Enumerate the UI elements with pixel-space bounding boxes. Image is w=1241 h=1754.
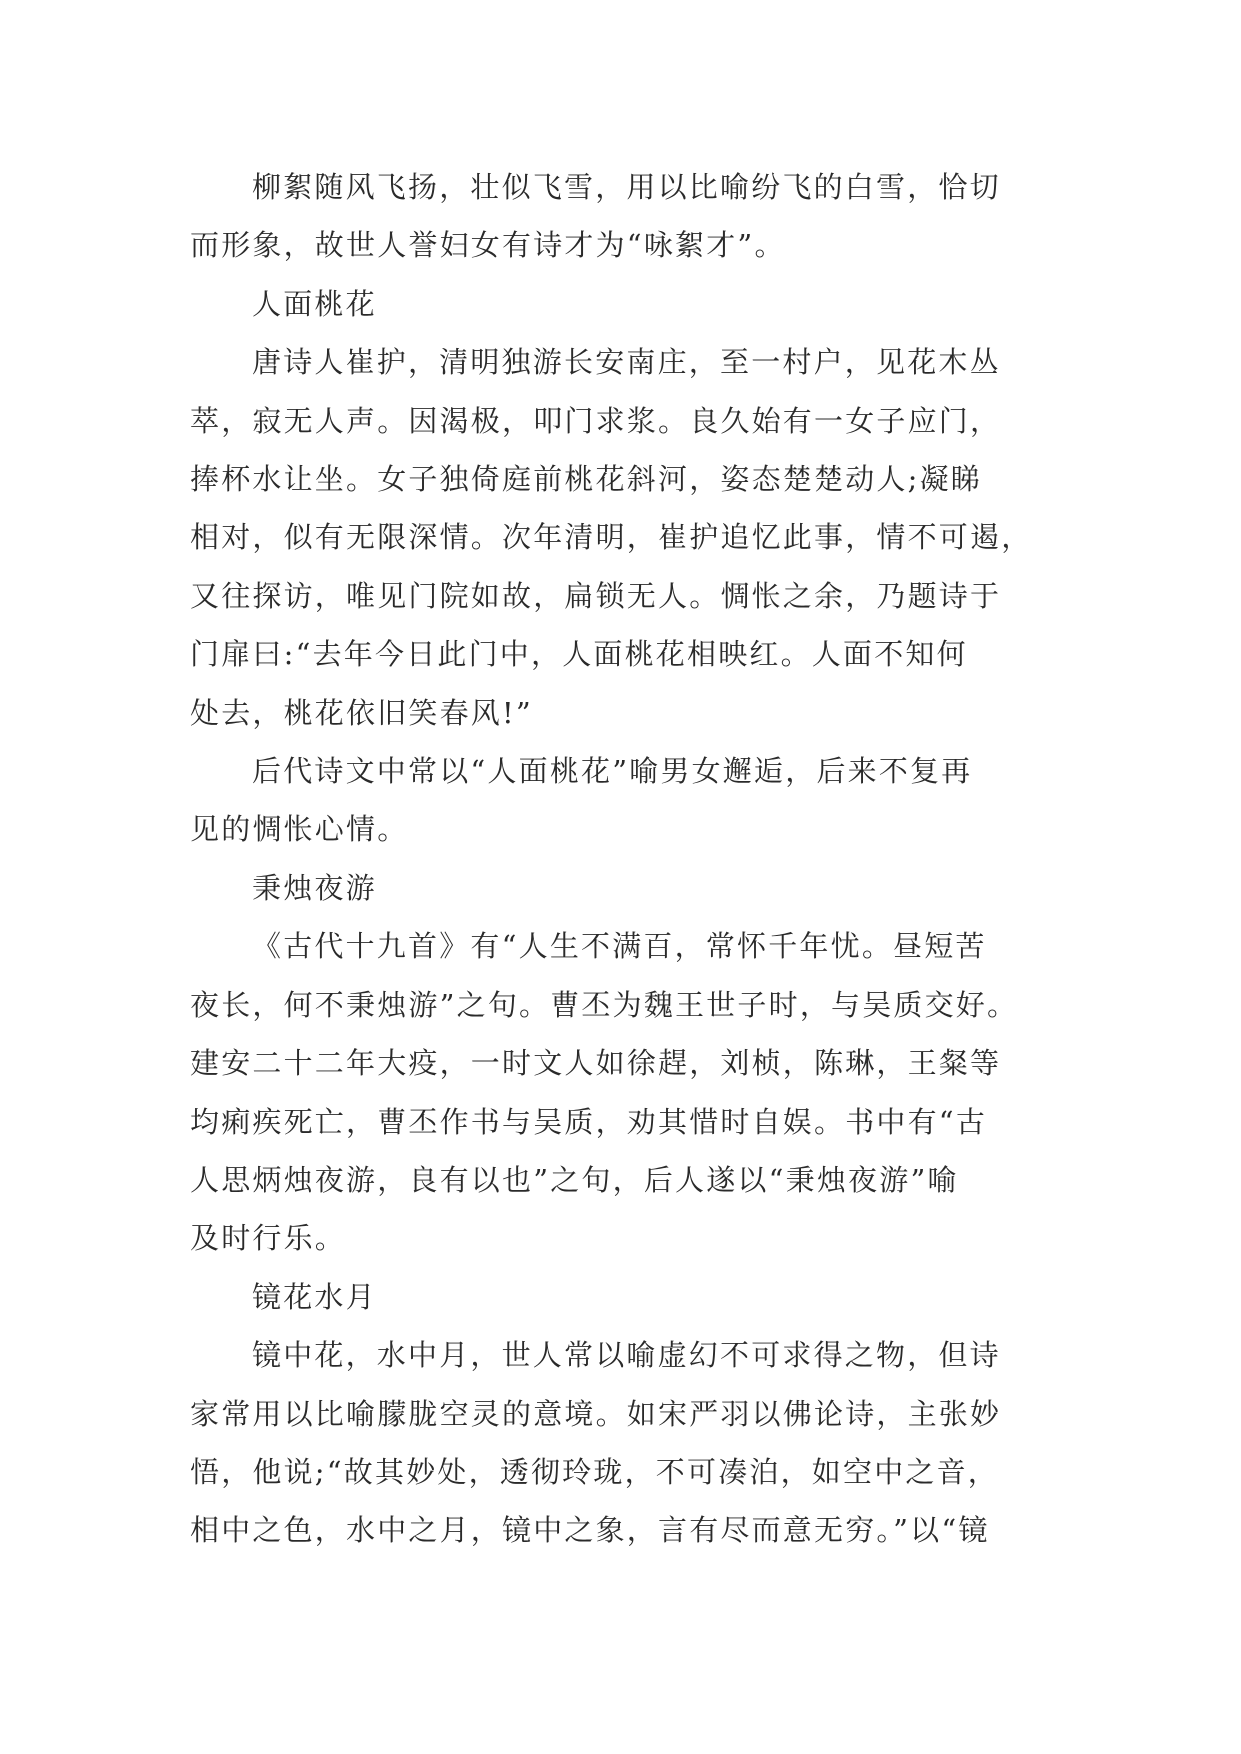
paragraph-renmian-meaning: 后代诗文中常以“人面桃花”喻男女邂逅，后来不复再 见的惆怅心情。 <box>190 754 973 847</box>
paragraph-willow-catkins: 柳絮随风飞扬，壮似飞雪，用以比喻纷飞的白雪，恰切 而形象，故世人誉妇女有诗才为“咏絮才”。 <box>190 170 1001 263</box>
section-heading-renmian-taohua: 人面桃花 <box>252 286 377 321</box>
document-body <box>190 158 1062 1560</box>
section-heading-bingzhu-yeyou: 秉烛夜游 <box>252 870 377 905</box>
section-heading-jinghua-shuiyue: 镜花水月 <box>252 1279 377 1314</box>
paragraph-bingzhu-story: 《古代十九首》有“人生不满百，常怀千年忧。昼短苦 夜长，何不秉烛游”之句。曹丕为魏王世子时，与吴质交好。 建安二十二年大疫，一时文人如徐趕，刘桢，陈琳，王粲等 均痢疾死亡，曹丕作书与吴质，劝其惜时自娱。书中有“古 人思炳烛夜游，良有以也”之句，后人遂以“秉烛夜游”喻 及时行乐。 <box>190 929 1019 1256</box>
paragraph-cui-hu-story: 唐诗人崔护，清明独游长安南庄，至一村户，见花木丛 萃，寂无人声。因渴极，叩门求浆。良久始有一女子应门， 捧杯水让坐。女子独倚庭前桃花斜河，姿态楚楚动人;凝睇 相对，似有无限深情。次年清明，崔护追忆此事，情不可遏， 又往探访，唯见门院如故，扁锁无人。惆怅之余，乃题诗于 门扉曰:“去年今日此门中，人面桃花相映红。人面不知何 处去，桃花依旧笑春风!” <box>190 345 1033 730</box>
paragraph-jinghua-story: 镜中花，水中月，世人常以喻虚幻不可求得之物，但诗 家常用以比喻朦胧空灵的意境。如宋严羽以佛论诗，主张妙 悟，他说;“故其妙处，透彻玲珑，不可凑泊，如空中之音， 相中之色，水中之月，镜中之象，言有尽而意无穷。”以“镜 <box>190 1338 1002 1548</box>
